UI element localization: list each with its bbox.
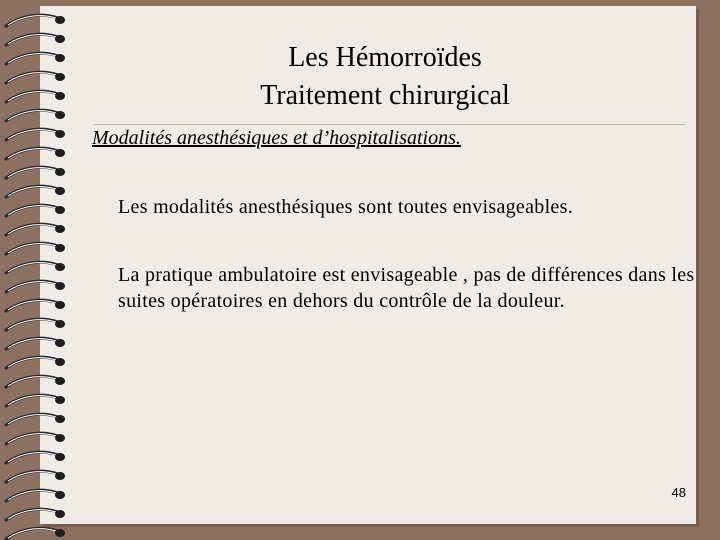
spiral-hole bbox=[55, 472, 65, 480]
slide-subtitle: Modalités anesthésiques et d’hospitalisations. bbox=[92, 127, 461, 149]
spiral-hole bbox=[55, 510, 65, 518]
spiral-hole bbox=[55, 377, 65, 385]
spiral-hole bbox=[55, 130, 65, 138]
spiral-hole bbox=[55, 263, 65, 271]
spiral-hole bbox=[55, 396, 65, 404]
bullet-paragraph: La pratique ambulatoire est envisageable , pas de différences dans les suites opératoires en dehors du contrôle de la douleur. bbox=[118, 264, 695, 312]
spiral-hole bbox=[55, 187, 65, 195]
bullet-paragraph: Les modalités anesthésiques sont toutes envisageables. bbox=[118, 196, 573, 218]
spiral-hole bbox=[55, 529, 65, 537]
spiral-hole bbox=[55, 358, 65, 366]
spiral-hole bbox=[55, 16, 65, 24]
spiral-hole bbox=[55, 453, 65, 461]
spiral-hole bbox=[55, 206, 65, 214]
spiral-hole bbox=[55, 434, 65, 442]
spiral-hole bbox=[55, 301, 65, 309]
page-number: 48 bbox=[671, 485, 686, 500]
spiral-hole bbox=[55, 415, 65, 423]
spiral-hole bbox=[55, 339, 65, 347]
spiral-hole bbox=[55, 225, 65, 233]
spiral-hole bbox=[55, 320, 65, 328]
spiral-hole bbox=[55, 282, 65, 290]
spiral-hole bbox=[55, 244, 65, 252]
slide-title-line-2: Traitement chirurgical bbox=[260, 80, 510, 111]
slide-title-line-1: Les Hémorroïdes bbox=[288, 42, 482, 73]
spiral-hole bbox=[55, 168, 65, 176]
spiral-hole bbox=[55, 149, 65, 157]
spiral-hole bbox=[55, 491, 65, 499]
